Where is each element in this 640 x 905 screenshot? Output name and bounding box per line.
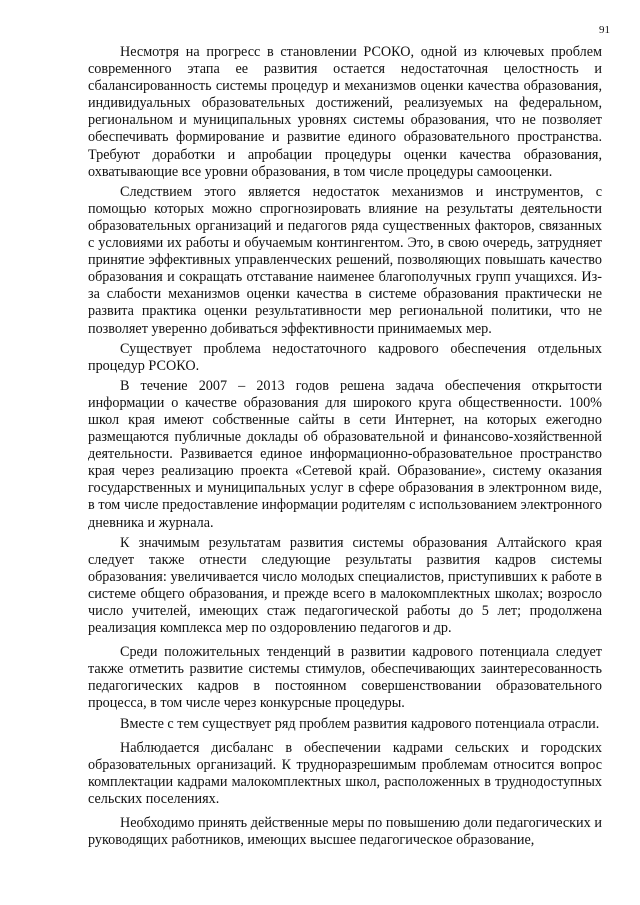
body-text <box>88 44 602 852</box>
page-number: 91 <box>599 24 610 36</box>
paragraph-3: Существует проблема недостаточного кадрового обеспечения отдельных процедур РСОКО. <box>88 340 602 374</box>
paragraph-8: Наблюдается дисбаланс в обеспечении кадрами сельских и городских образовательных организаций. К трудноразрешимым проблемам относится вопрос комплектации кадрами малокомплектных школ, расположенных в труднодоступных сельских поселениях. <box>88 739 602 807</box>
paragraph-9: Необходимо принять действенные меры по повышению доли педагогических и руководящих работников, имеющих высшее педагогическое образование, <box>88 815 602 849</box>
paragraph-7: Вместе с тем существует ряд проблем развития кадрового потенциала отрасли. <box>120 715 600 732</box>
paragraph-2: Следствием этого является недостаток механизмов и инструментов, с помощью которых можно спрогнозировать влияние на результаты деятельности образовательных организаций и педагогов ряда существенных факторов, связанных с условиями их работы и обучаемым контингентом. Это, в свою очередь, затрудняет принятие эффективных управленческих решений, позволяющих повышать качество образования и сокращать отставание наименее благополучных групп учащихся. Из-за слабости механизмов оценки качества в системе образования практически не развита практика оценки результативности мер региональной политики, что не позволяет уверенно добиваться эффективности принимаемых мер. <box>88 183 602 337</box>
paragraph-6: Среди положительных тенденций в развитии кадрового потенциала следует также отметить развитие системы стимулов, обеспечивающих заинтересованность педагогических кадров в постоянном совершенствовании образовательного процесса, в том числе через конкурсные процедуры. <box>88 644 602 712</box>
paragraph-4: В течение 2007 – 2013 годов решена задача обеспечения открытости информации о качестве образования для широкого круга общественности. 100% школ края имеют собственные сайты в сети Интернет, на которых ежегодно размещаются публичные доклады об образовательной и финансово-хозяйственной деятельности. Развивается единое информационно-образовательное пространство края через реализацию проекта «Сетевой край. Образование», систему оказания государственных и муниципальных услуг в сфере образования в электронном виде, в том числе предоставление информации родителям с использованием электронного дневника и журнала. <box>88 377 602 531</box>
paragraph-1: Несмотря на прогресс в становлении РСОКО, одной из ключевых проблем современного этапа ее развития остается недостаточная целостность и сбалансированность системы процедур и механизмов оценки качества образования, индивидуальных образовательных достижений, реализуемых на федеральном, региональном и муниципальных уровнях системы образования, что не позволяет обеспечивать формирование и развитие единого образовательного пространства. Требуют доработки и апробации процедуры оценки качества образования, охватывающие все уровни образования, в том числе процедуры самооценки. <box>88 44 602 180</box>
paragraph-5: К значимым результатам развития системы образования Алтайского края следует также отнести следующие результаты развития кадров системы образования: увеличивается число молодых специалистов, приступивших к работе в системе общего образования, и прежде всего в малокомплектных школах; возросло число учителей, имеющих стаж педагогической работы до 5 лет; продолжена реализация комплекса мер по оздоровлению педагогов и др. <box>88 534 602 637</box>
